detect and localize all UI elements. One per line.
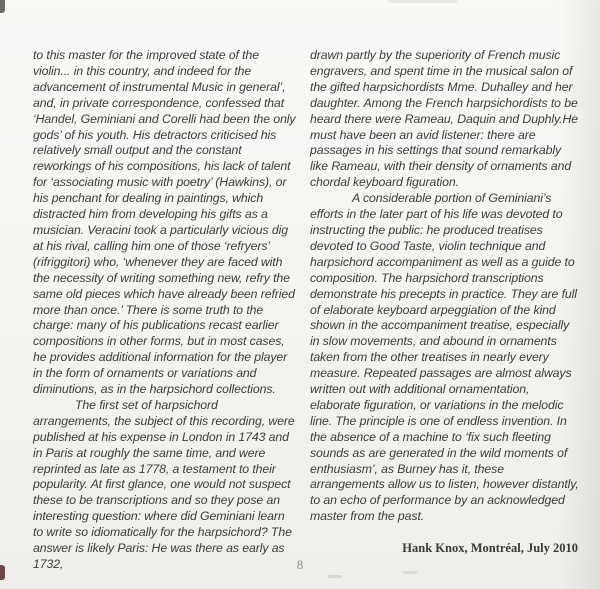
right-paragraph-paris-influence: drawn partly by the superiority of French music engravers, and spent time in the musical salon of the gifted harpsichordists Mme. Duhalley and her daughter. Among the French harpsichordists to be heard there were Rameau, Daquin and Duphly.He must have been an avid listener: there are passages in his settings that sound remarkably like Rameau, with their density of ornaments and chordal keyboard figuration. [310, 48, 579, 190]
left-paragraph-continuation: to this master for the improved state of the violin... in this country, and indeed for the advancement of instrumental Music in general’, and, in private correspondence, confessed that ‘Handel, Geminiani and Corelli had been the only gods’ of his youth. His detractors criticised his relatively small output and the constant reworkings of his compositions, his lack of talent for ‘associating music with poetry’ (Hawkins), or his penchant for dealing in paintings, which distracted him from developing his gifts as a musician. Veracini took a particularly vicious dig at his rival, calling him one of those ‘refryers’ (rifriggitori) who, ‘whenever they are faced with the necessity of writing something new, refry the same old pieces which have already been refried more than once.’ There is some truth to the charge: many of his publications recast earlier compositions in other forms, but in most cases, he provides additional information for the player in the form of ornaments or variations and diminutions, as in the harpsichord collections. [33, 48, 296, 397]
page-number: 8 [296, 557, 304, 572]
scan-artifact-top-left [0, 0, 5, 13]
scan-artifact-dash [328, 575, 342, 578]
scan-artifact-smudge [388, 0, 458, 3]
right-paragraph-treatises: A considerable portion of Geminiani’s efforts in the later part of his life was devoted to instructing the public: he produced treatises devoted to Good Taste, violin technique and harpsichord accompaniment as well as a guide to composition. The harpsichord transcriptions demonstrate his precepts in practice. They are full of elaborate keyboard arpeggiation of the kind shown in the accompaniment treatise, especially in slow movements, and abound in ornaments taken from the other treatises in nearly every measure. Repeated passages are almost always written out with additional ornamentation, elaborate figuration, or variations in the melodic line. The principle is one of endless invention. In the absence of a machine to ‘fix such fleeting sounds as are generated in the wild moments of enthusiasm’, as Burney has it, these arrangements allow us to listen, however distantly, to an echo of performance by an acknowledged master from the past. [310, 191, 579, 524]
text-column-left [33, 48, 297, 573]
left-paragraph-first-set: The first set of harpsichord arrangements, the subject of this recording, were published at his expense in London in 1743 and in Paris at roughly the same time, and were reprinted as late as 1778, a testament to their popularity. At first glance, one would not suspect these to be transcriptions and so they pose an interesting question: where did Geminiani learn to write so idiomatically for the harpsichord? The answer is likely Paris: He was there as early as 1732, [33, 397, 295, 571]
two-column-text-block [33, 48, 580, 573]
text-column-right [310, 48, 580, 573]
author-attribution: Hank Knox, Montréal, July 2010 [402, 541, 578, 556]
